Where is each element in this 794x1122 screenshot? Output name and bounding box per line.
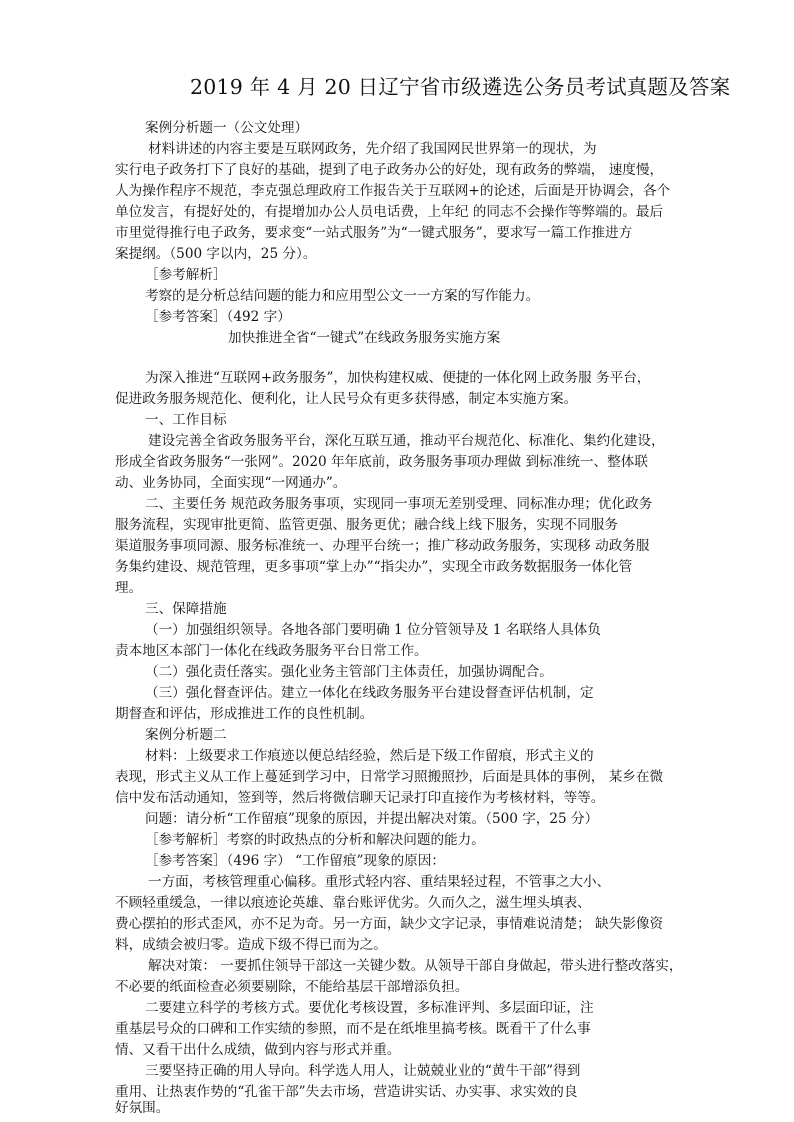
paragraph-line: （二）强化责任落实。强化业务主管部门主体责任，加强协调配合。 [145, 664, 553, 680]
paragraph-line: 情、又看干出什么成绩，做到内容与形式并重。 [115, 1042, 401, 1058]
section-heading: 一、工作目标 [145, 412, 227, 428]
paragraph-line: 解决对策： 一要抓住领导干部这一关键少数。从领导干部自身做起，带头进行整改落实， [148, 958, 683, 974]
paragraph-line: 单位发言，有提好处的，有提增加办公人员电话费，上年纪 的同志不会操作等弊端的。最后 [115, 204, 664, 220]
paragraph-line: 促进政务服务规范化、便利化，让人民号众有更多获得感，制定本实施方案。 [115, 391, 578, 407]
paragraph-line: 渠道服务事项同源、服务标准统一、办理平台统一；推广移动政务服务，实现移 动政务服 [115, 538, 650, 554]
paragraph-line: 一方面，考核管理重心偏移。重形式轻内容、重结果轻过程，不管事之大小、 [148, 874, 611, 890]
paragraph-line: 理。 [115, 580, 143, 596]
paragraph-line: 期督查和评估，形成推进工作的良性机制。 [115, 706, 374, 722]
answer-label: ［参考答案］（492 字） [145, 309, 291, 325]
paragraph-line: 重基层号众的口碑和工作实绩的参照，而不是在纸堆里搞考核。既看干了什么事 [115, 1021, 591, 1037]
paragraph-line: 考察的是分析总结问题的能力和应用型公文一一方案的写作能力。 [145, 288, 540, 304]
paragraph-line: 三要坚持正确的用人导向。科学选人用人，让兢兢业业的“黄牛干部”得到 [145, 1063, 581, 1079]
paragraph-line: 务集约建设、规范管理，更多事项“掌上办”“指尖办”，实现全市政务数据服务一体化管 [115, 559, 633, 575]
section-heading: 三、保障措施 [145, 601, 227, 617]
paragraph-line: 服务流程，实现审批更简、监管更强、服务更优；融合线上线下服务，实现不同服务 [115, 517, 618, 533]
paragraph-line: （一）加强组织领导。各地各部门要明确 1 位分管领导及 1 名联络人具体负 [145, 622, 601, 638]
paragraph-line: 材料讲述的内容主要是互联网政务，先介绍了我国网民世界第一的现状，为 [148, 141, 597, 157]
paragraph-line: 案提纲。（500 字以内，25 分）。 [115, 246, 317, 262]
answer-title: 加快推进全省“一键式”在线政务服务实施方案 [228, 330, 501, 346]
answer-label: ［参考答案］（496 字） “工作留痕”现象的原因： [145, 853, 445, 869]
paragraph-line: 责本地区本部门一体化在线政务服务平台日常工作。 [115, 643, 428, 659]
paragraph-line: 动、业务协同，全面实现“一网通办”。 [115, 475, 347, 491]
paragraph-line: 表现，形式主义从工作上蔓延到学习中，日常学习照搬照抄，后面是具体的事例， 某乡在微 [115, 769, 664, 785]
paragraph-line: 形成全省政务服务“一张网”。2020 年年底前，政务服务事项办理做 到标准统一、整体联 [115, 454, 648, 470]
paragraph-line: 好氛围。 [115, 1100, 170, 1116]
analysis-label: ［参考解析］ [145, 267, 227, 283]
paragraph-line: 建设完善全省政务服务平台，深化互联互通，推动平台规范化、标准化、集约化建设， [148, 433, 665, 449]
paragraph-line: 人为操作程序不规范，李克强总理政府工作报告关于互联网+的论述，后面是开协调会，各个 [115, 183, 671, 199]
paragraph-line: 不顾轻重缓急，一律以痕迹论英雄、靠台账评优劣。久而久之，滋生埋头填表、 [115, 895, 591, 911]
paragraph-line: 市里觉得推行电子政务，要求变“一站式服务”为“一键式服务”，要求写一篇工作推进方 [115, 225, 633, 241]
analysis-label: ［参考解析］考察的时政热点的分析和解决问题的能力。 [145, 832, 485, 848]
section-heading: 案例分析题一（公文处理） [145, 120, 309, 136]
paragraph-line: 二、主要任务 规范政务服务事项，实现同一事项无差别受理、同标准办理；优化政务 [145, 496, 653, 512]
paragraph-line: 为深入推进“互联网+政务服务”，加快构建权威、便捷的一体化网上政务服 务平台， [145, 370, 651, 386]
question-line: 问题：请分析“工作留痕”现象的原因，并提出解决对策。（500 字，25 分） [145, 811, 599, 827]
paragraph-line: 不必要的纸面检查必须要剔除，不能给基层干部增添负担。 [115, 979, 469, 995]
paragraph-line: 料，成绩会被归零。造成下级不得已而为之。 [115, 937, 387, 953]
paragraph-line: 二要建立科学的考核方式。要优化考核设置，多标准评判、多层面印证，注 [145, 1000, 594, 1016]
paragraph-line: 信中发布活动通知，签到等，然后将微信聊天记录打印直接作为考核材料，等等。 [115, 790, 605, 806]
paragraph-line: 材料：上级要求工作痕迹以便总结经验，然后是下级工作留痕，形式主义的 [145, 748, 594, 764]
paragraph-line: 重用、让热衷作势的“孔雀干部”失去市场，营造讲实话、办实事、求实效的良 [115, 1084, 578, 1100]
document-title: 2019 年 4 月 20 日辽宁省市级遴选公务员考试真题及答案 [190, 75, 731, 99]
paragraph-line: 实行电子政务打下了良好的基础，提到了电子政务办公的好处，现有政务的弊端， 速度慢， [115, 162, 664, 178]
section-heading: 案例分析题二 [145, 727, 227, 743]
paragraph-line: （三）强化督查评估。建立一体化在线政务服务平台建设督查评估机制，定 [145, 685, 594, 701]
paragraph-line: 费心摆拍的形式歪风，亦不足为奇。另一方面，缺少文字记录，事情难说清楚； 缺失影像资 [115, 916, 664, 932]
